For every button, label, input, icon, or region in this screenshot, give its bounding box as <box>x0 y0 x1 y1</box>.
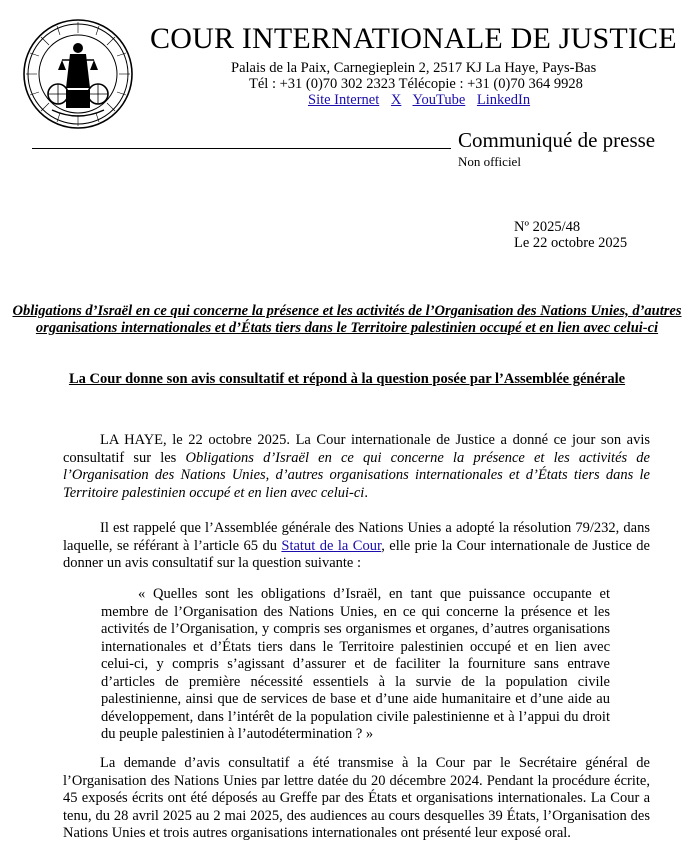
paragraph-2 <box>63 520 650 573</box>
press-release-label: Communiqué de presse <box>458 128 656 152</box>
paragraph-1 <box>63 432 650 502</box>
p2-start: Il est rappelé que l’Assemblée générale des Nations Unies a adopté la résolution 79/232, dans laquelle, se référant à l’article 65 du <box>63 520 650 554</box>
p2-end: , elle prie la Cour internationale de Justice de donner un avis consultatif sur la question suivante : <box>63 537 650 571</box>
quoted-question: « Quelles sont les obligations d’Israël, en tant que puissance occupante et membre de l’Organisation des Nations Unies, en ce qui concerne la présence et les activités de l’Organisation, y compris ses organismes et organes, d’autres organisations internationales et d’États tiers dans le Territoire palestinien occupé et en lien avec celui-ci, y compris s’agissant d’assurer et de faciliter la fourniture sans entrave d’articles de première nécessité essentiels à la survie de la population civile palestinienne, ainsi que de services de base et d’une aide humanitaire et d’une aide au développement, dans l’intérêt de la population civile palestinienne et à l’appui du droit du peuple palestinien à l’autodétermination ? » <box>101 586 610 742</box>
paragraph-3: La demande d’avis consultatif a été transmise à la Cour par le Secrétaire général de l’Organisation des Nations Unies par lettre datée du 20 décembre 2024. Pendant la procédure écrite, 45 exposés écrits ont été déposés au Greffe par des États et organisations internationales. La Cour a tenu, du 28 avril 2025 au 2 mai 2025, des audiences au cours desquelles 39 États, l’Organisation des Nations Unies et trois autres organisations internationales ont présenté leur exposé oral. <box>63 755 650 841</box>
linkedin-link[interactable]: LinkedIn <box>476 92 531 108</box>
header-rule <box>32 148 451 149</box>
phone-line: Tél : +31 (0)70 302 2323 Télécopie : +31 (0)70 364 9928 <box>249 76 583 92</box>
headline-text: La Cour donne son avis consultatif et répond à la question posée par l’Assemblée générale <box>68 371 626 387</box>
case-title <box>0 303 694 337</box>
statute-link[interactable]: Statut de la Cour <box>281 537 382 554</box>
release-date: Le 22 octobre 2025 <box>514 235 628 251</box>
court-seal-logo <box>22 18 134 130</box>
release-number: Nº 2025/48 <box>514 219 581 235</box>
p1-end: . <box>364 484 368 501</box>
case-title-text: Obligations d’Israël en ce qui concerne la présence et les activités de l’Organisation des Nations Unies, d’autres organisations internationales et d’États tiers dans le Territoire palestinien occupé et en lien avec celui-ci <box>12 303 682 336</box>
x-link[interactable]: X <box>390 92 402 108</box>
address-line: Palais de la Paix, Carnegieplein 2, 2517 KJ La Haye, Pays-Bas <box>231 60 597 76</box>
unofficial-label: Non officiel <box>458 154 521 169</box>
p1-italic: Obligations d’Israël en ce qui concerne la présence et les activités de l’Organisation des Nations Unies, d’autres organisations internationales et d’États tiers dans le Territoire palestinien occupé et en lien avec celui-ci <box>63 449 650 501</box>
court-name: COUR INTERNATIONALE DE JUSTICE <box>150 22 677 55</box>
youtube-link[interactable]: YouTube <box>412 92 466 108</box>
p1-start: LA HAYE, le 22 octobre 2025. La Cour internationale de Justice a donné ce jour son avis consultatif sur les <box>63 432 650 466</box>
website-link[interactable]: Site Internet <box>308 92 380 108</box>
headline <box>0 371 694 388</box>
social-links <box>308 92 538 109</box>
